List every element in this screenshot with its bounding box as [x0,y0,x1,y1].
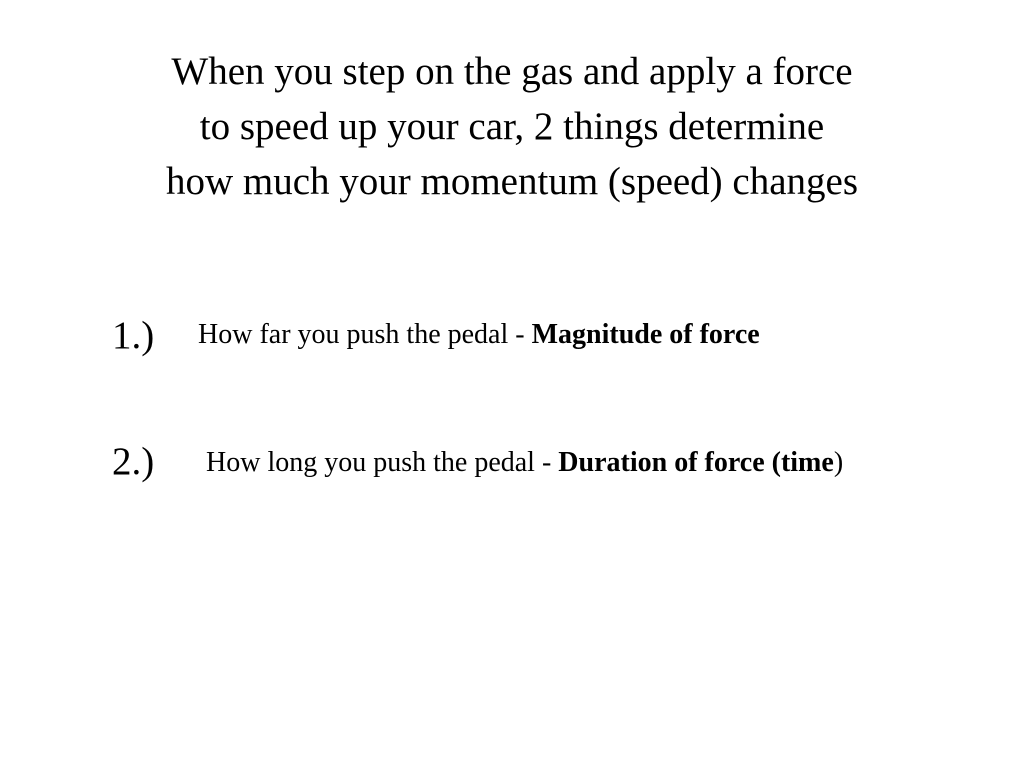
item-text [198,318,760,352]
title-line: When you step on the gas and apply a force [171,50,853,93]
item-description: How long you push the pedal - [206,447,559,478]
item-number: 2.) [112,440,155,483]
item-text [206,446,843,480]
title-line: to speed up your car, 2 things determine [199,105,825,148]
item-description: How far you push the pedal - [198,319,532,350]
slide-title [0,44,1024,209]
item-emphasis: Magnitude of force [531,319,760,350]
title-line: how much your momentum (speed) changes [165,160,859,203]
item-emphasis-suffix: ) [833,447,844,478]
item-emphasis: Duration of force (time [558,447,834,478]
item-number: 1.) [112,314,155,357]
